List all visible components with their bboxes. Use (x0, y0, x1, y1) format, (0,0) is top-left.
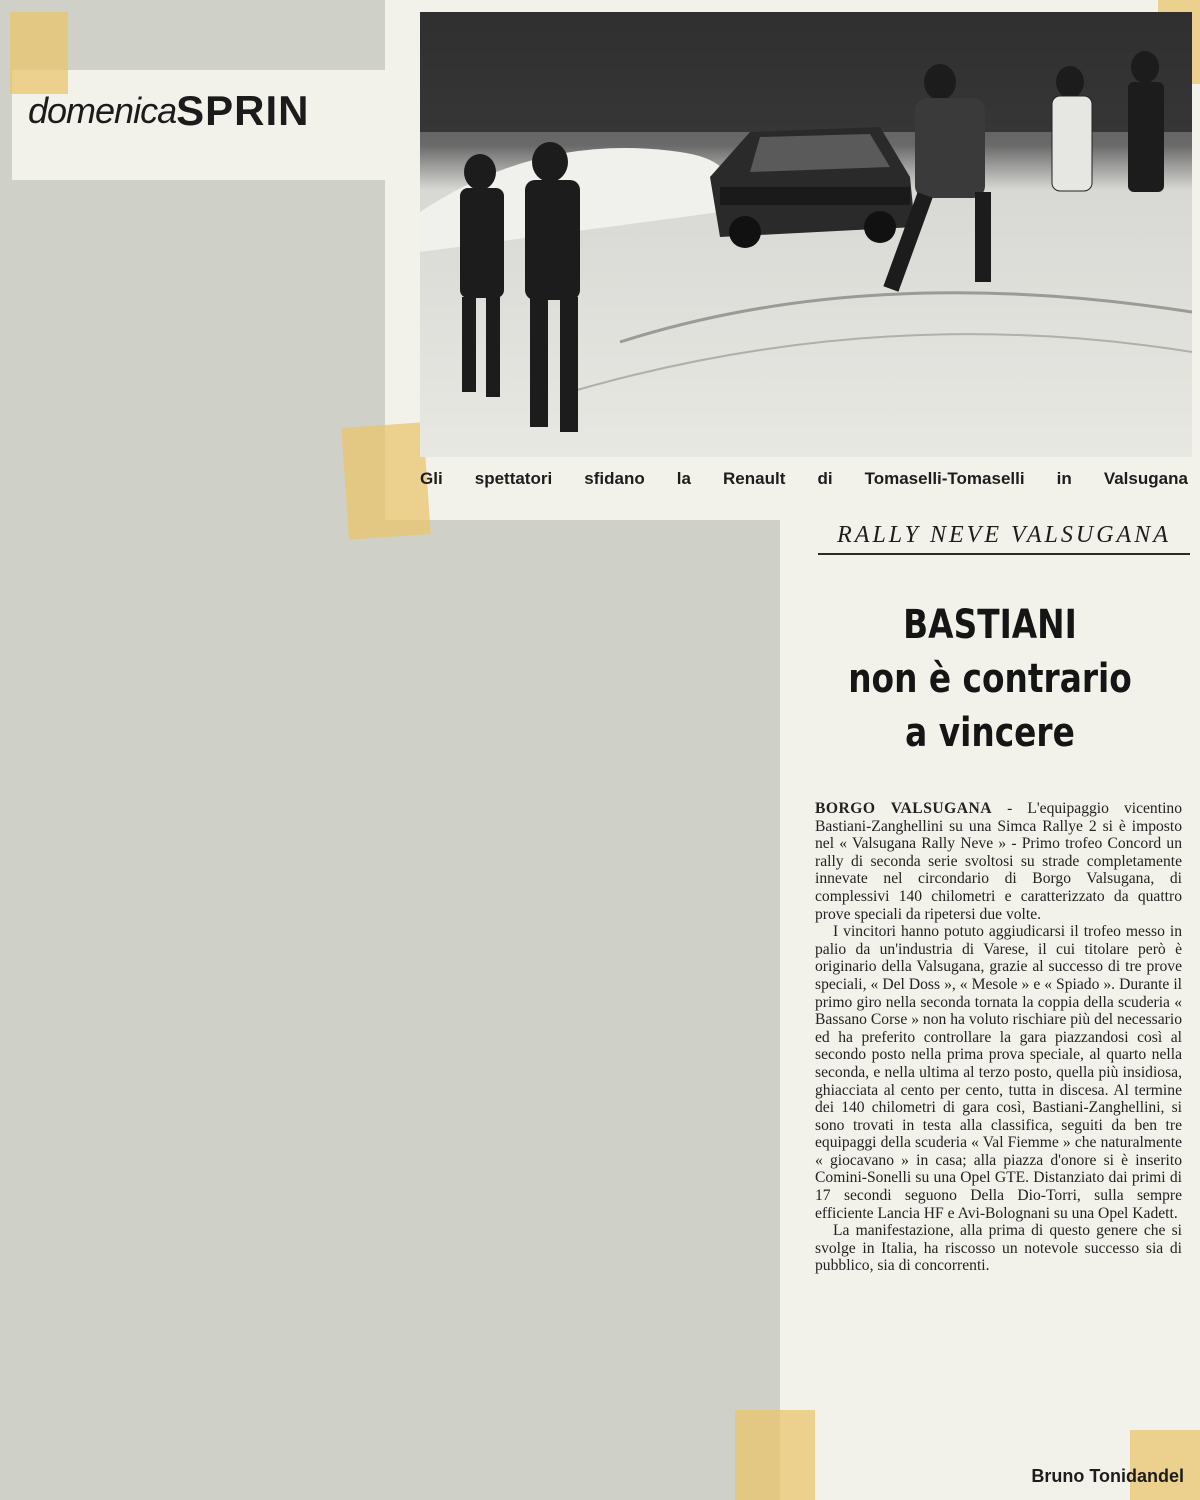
caption-word: Valsugana (1103, 469, 1188, 488)
paragraph-text: - L'equipaggio vicentino Bastiani-Zanghellini su una Simca Rallye 2 si è imposto nel « Valsugana Rally Neve » - Primo trofeo Concord un rally di seconda serie svoltosi su strade completamente innevate nel circondario di Borgo Valsugana, di complessivi 140 chilometri e caratterizzato da quattro prove speciali da ripetersi due volte. (815, 800, 1182, 923)
article-paragraph: I vincitori hanno potuto aggiudicarsi il trofeo messo in palio da un'industria di Varese, il cui titolare però è originario della Valsugana, grazie al successo di tre prove speciali, « Del Doss », « Mesole » e « Spiado ». Durante il primo giro nella seconda tornata la coppia della scuderia « Bassano Corse » non ha voluto rischiare più del necessario ed ha preferito controllare la gara piazzandosi così al secondo posto nella prima prova speciale, al quarto nella seconda, e nella ultima al terzo posto, quella più insidiosa, ghiacciata al cento per cento, tutta in discesa. Al termine dei 140 chilometri di gara così, Bastiani-Zanghellini, si sono trovati in testa alla classifica, seguiti da ben tre equipaggi della scuderia « Val Fiemme » che naturalmente « giocavano » in casa; alla piazza d'onore si è inserito Comini-Sonelli su una Opel GTE. Distanziato dai primi di 17 secondi seguono Della Dio-Torri, sulla sempre efficiente Lancia HF e Avi-Bolognani su una Opel Kadett. (815, 923, 1182, 1222)
caption-word: Gli (420, 469, 443, 488)
caption-word: spettatori (474, 469, 553, 488)
headline-line: a vincere (905, 710, 1075, 756)
tape-top-left (10, 12, 68, 94)
tape-photo-left (341, 422, 431, 539)
headline-line: non è contrario (848, 656, 1132, 702)
masthead-domenica: domenica (28, 90, 177, 131)
rally-photo-illustration (420, 12, 1192, 457)
headline-line: BASTIANI (903, 602, 1077, 648)
caption-word: di (817, 469, 833, 488)
caption-word: in (1056, 469, 1072, 488)
caption-word: Tomaselli-Tomaselli (864, 469, 1025, 488)
masthead-sprint: SPRIN (176, 87, 310, 134)
article-paragraph: La manifestazione, alla prima di questo genere che si svolge in Italia, ha riscosso un notevole successo sia di pubblico, sia di concorrenti. (815, 1222, 1182, 1275)
caption-word: Renault (723, 469, 786, 488)
rally-photo (420, 12, 1192, 457)
article-body (815, 800, 1182, 1275)
dateline: BORGO VALSUGANA (815, 800, 993, 817)
rally-car (710, 127, 915, 248)
article-kicker: RALLY NEVE VALSUGANA (818, 522, 1190, 555)
caption-word: sfidano (584, 469, 645, 488)
article-headline (834, 598, 1146, 760)
tape-bottom-right (1130, 1430, 1200, 1500)
caption-word: la (676, 469, 691, 488)
article-paragraph (815, 800, 1182, 923)
masthead (28, 86, 420, 136)
photo-caption (420, 464, 1188, 494)
article-byline: Bruno Tonidandel (1031, 1466, 1184, 1486)
tape-bottom-left (735, 1410, 815, 1500)
